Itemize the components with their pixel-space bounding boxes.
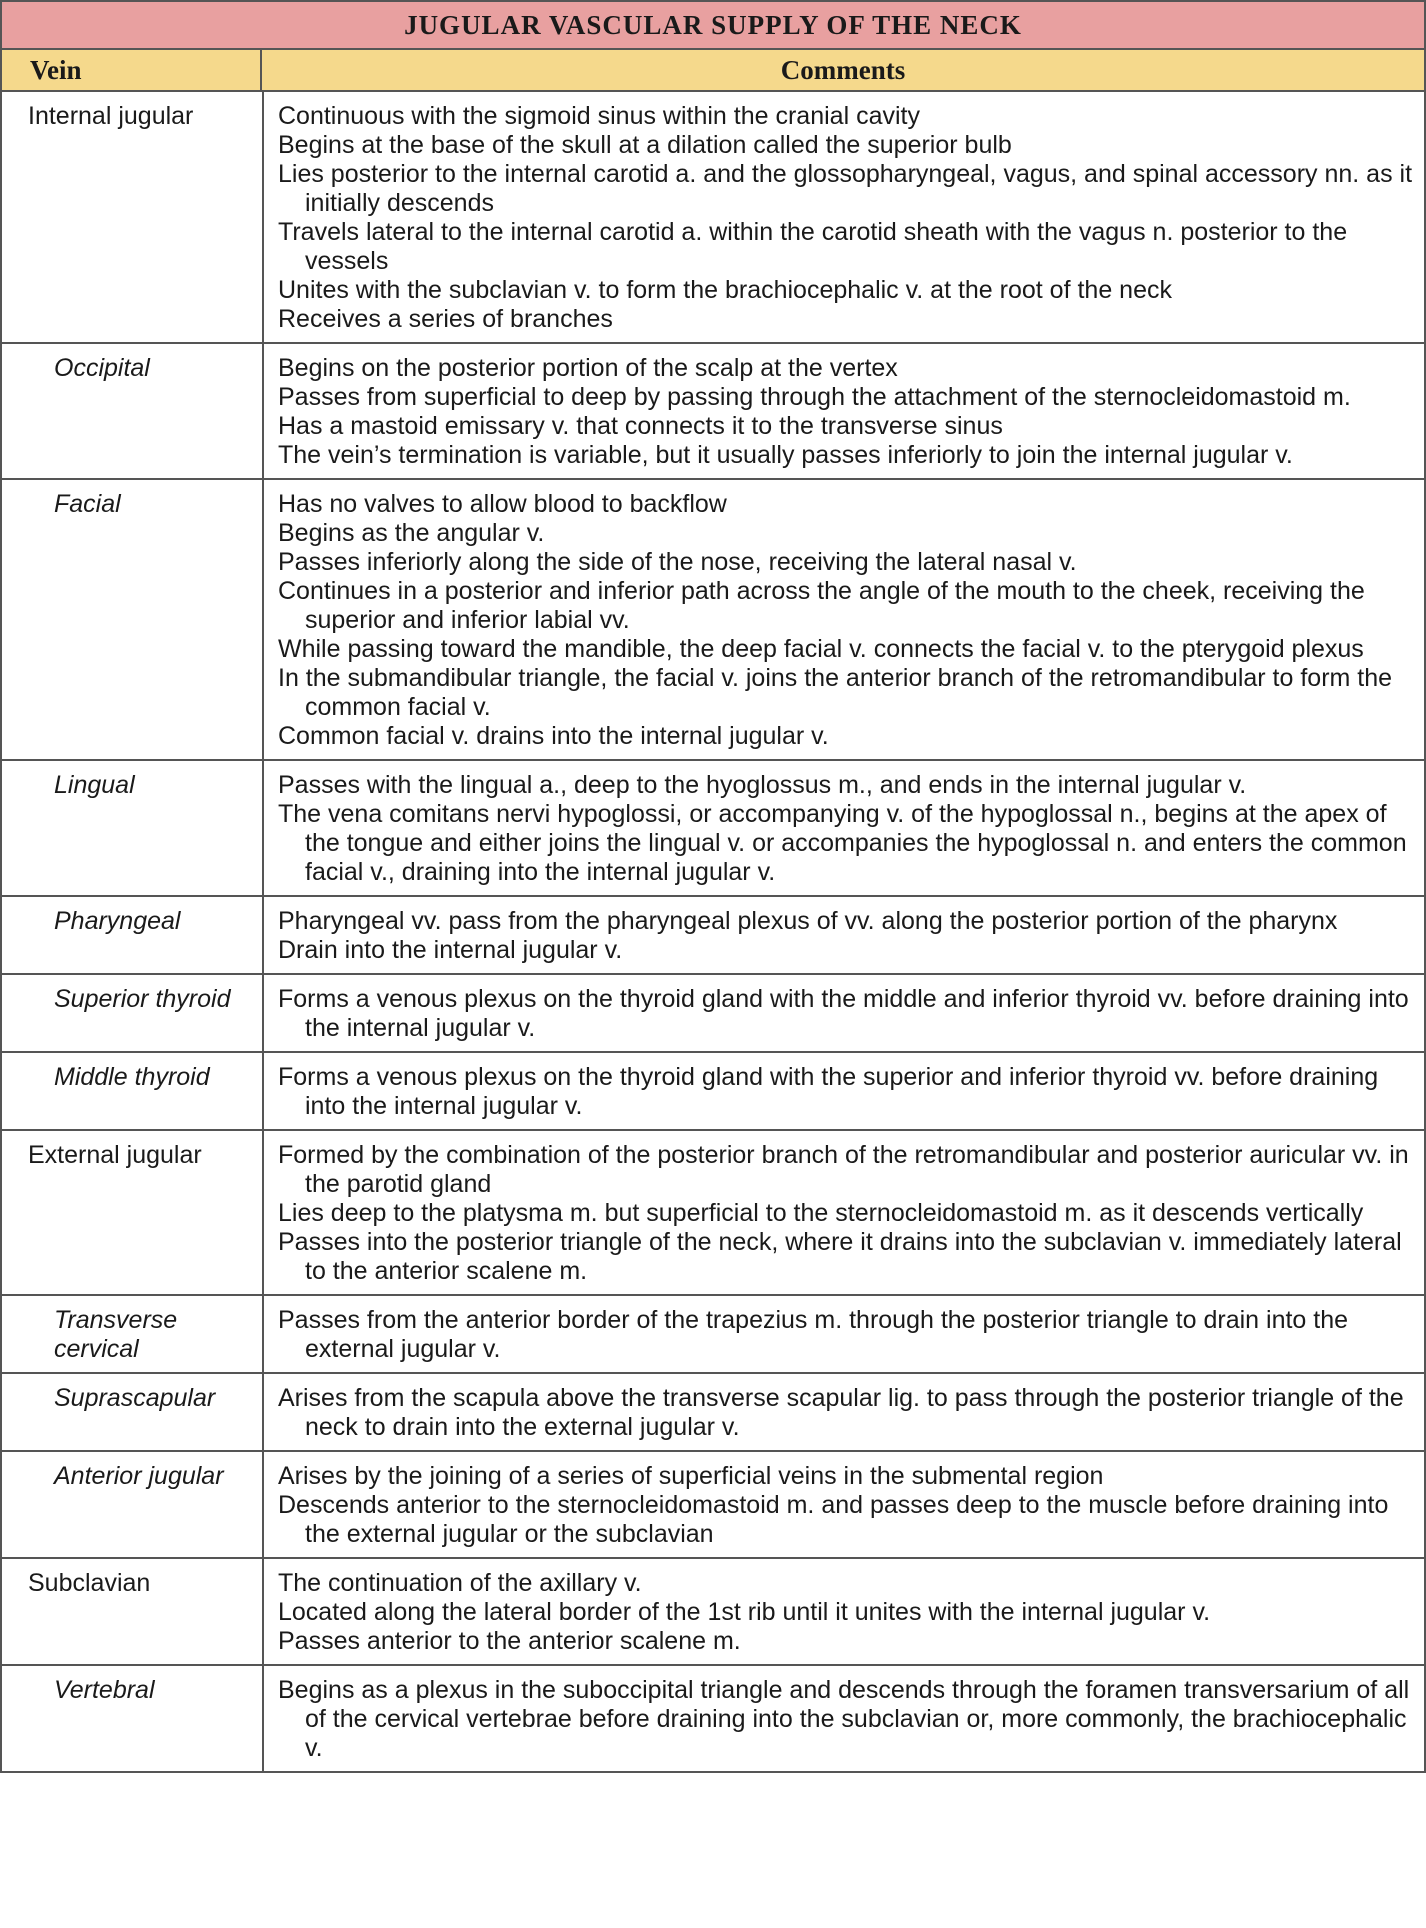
- vein-comments: [263, 1295, 1425, 1373]
- table-row: [1, 1558, 1425, 1665]
- table-header-row: [0, 50, 1426, 92]
- comment-line: Lies posterior to the internal carotid a. and the glossopharyngeal, vagus, and spinal accessory nn. as it initially descends: [278, 160, 1413, 217]
- vein-name: Anterior jugular: [1, 1451, 263, 1558]
- table-row: [1, 1451, 1425, 1558]
- comment-line: Begins on the posterior portion of the scalp at the vertex: [278, 354, 898, 382]
- comment-line: Unites with the subclavian v. to form the brachiocephalic v. at the root of the neck: [278, 276, 1172, 304]
- comment-line: Pharyngeal vv. pass from the pharyngeal plexus of vv. along the posterior portion of the pharynx: [278, 907, 1338, 935]
- comment-line: While passing toward the mandible, the deep facial v. connects the facial v. to the pterygoid plexus: [278, 635, 1364, 663]
- comment-line: Formed by the combination of the posterior branch of the retromandibular and posterior auricular vv. in the parotid gland: [278, 1141, 1409, 1198]
- table-row: [1, 1130, 1425, 1295]
- vein-name: Internal jugular: [1, 92, 263, 343]
- comment-line: Lies deep to the platysma m. but superficial to the sternocleidomastoid m. as it descends vertically: [278, 1199, 1364, 1227]
- vein-comments: [263, 1052, 1425, 1130]
- comment-line: The continuation of the axillary v.: [278, 1569, 642, 1597]
- table-row: [1, 760, 1425, 896]
- comment-line: Located along the lateral border of the 1st rib until it unites with the internal jugular v.: [278, 1598, 1211, 1626]
- vein-column-header: Vein: [2, 50, 262, 90]
- comment-line: Passes from the anterior border of the trapezius m. through the posterior triangle to drain into the external jugular v.: [278, 1306, 1349, 1363]
- comment-line: Begins as a plexus in the suboccipital triangle and descends through the foramen transversarium of all of the cervical vertebrae before draining into the subclavian or, more commonly, the brachiocephalic v.: [278, 1676, 1410, 1762]
- vein-comments: [263, 896, 1425, 974]
- vein-name: Transverse cervical: [1, 1295, 263, 1373]
- vein-name: Lingual: [1, 760, 263, 896]
- table-row: [1, 974, 1425, 1052]
- comment-line: Common facial v. drains into the internal jugular v.: [278, 722, 829, 750]
- comment-line: Travels lateral to the internal carotid a. within the carotid sheath with the vagus n. posterior to the vessels: [278, 218, 1348, 275]
- comment-line: Continues in a posterior and inferior path across the angle of the mouth to the cheek, receiving the superior and inferior labial vv.: [278, 577, 1365, 634]
- vein-name: Subclavian: [1, 1558, 263, 1665]
- table-row: [1, 1052, 1425, 1130]
- comment-line: Has no valves to allow blood to backflow: [278, 490, 727, 518]
- table-row: [1, 1373, 1425, 1451]
- vein-comments: [263, 479, 1425, 760]
- comment-line: Arises from the scapula above the transverse scapular lig. to pass through the posterior triangle of the neck to drain into the external jugular v.: [278, 1384, 1404, 1441]
- vein-comments: [263, 343, 1425, 479]
- comment-line: Drain into the internal jugular v.: [278, 936, 623, 964]
- comment-line: Begins at the base of the skull at a dilation called the superior bulb: [278, 131, 1012, 159]
- vein-name: Superior thyroid: [1, 974, 263, 1052]
- vein-table: [0, 92, 1426, 1773]
- vein-name: External jugular: [1, 1130, 263, 1295]
- comments-column-header: Comments: [780, 54, 906, 85]
- vein-comments: [263, 1451, 1425, 1558]
- vein-name: Middle thyroid: [1, 1052, 263, 1130]
- vein-comments: [263, 92, 1425, 343]
- comment-line: Forms a venous plexus on the thyroid gland with the middle and inferior thyroid vv. before draining into the internal jugular v.: [278, 985, 1409, 1042]
- comment-line: Begins as the angular v.: [278, 519, 545, 547]
- vein-comments: [263, 760, 1425, 896]
- vein-name: Suprascapular: [1, 1373, 263, 1451]
- table-title: JUGULAR VASCULAR SUPPLY OF THE NECK: [0, 0, 1426, 50]
- comment-line: Continuous with the sigmoid sinus within the cranial cavity: [278, 102, 920, 130]
- vein-comments: [263, 1665, 1425, 1772]
- vein-name: Occipital: [1, 343, 263, 479]
- vein-comments: [263, 974, 1425, 1052]
- table-row: [1, 1295, 1425, 1373]
- comment-line: Forms a venous plexus on the thyroid gland with the superior and inferior thyroid vv. before draining into the internal jugular v.: [278, 1063, 1379, 1120]
- vein-name: Pharyngeal: [1, 896, 263, 974]
- comment-line: Passes inferiorly along the side of the nose, receiving the lateral nasal v.: [278, 548, 1077, 576]
- comment-line: In the submandibular triangle, the facial v. joins the anterior branch of the retromandibular to form the common facial v.: [278, 664, 1393, 721]
- comment-line: Has a mastoid emissary v. that connects it to the transverse sinus: [278, 412, 1003, 440]
- vein-comments: [263, 1130, 1425, 1295]
- table-row: [1, 343, 1425, 479]
- comment-line: Passes anterior to the anterior scalene m.: [278, 1627, 741, 1655]
- comment-line: Arises by the joining of a series of superficial veins in the submental region: [278, 1462, 1104, 1490]
- comment-line: The vena comitans nervi hypoglossi, or accompanying v. of the hypoglossal n., begins at the apex of the tongue and either joins the lingual v. or accompanies the hypoglossal n. and enters the common facial v., draining into the internal jugular v.: [278, 800, 1407, 886]
- table-row: [1, 92, 1425, 343]
- vein-comments: [263, 1373, 1425, 1451]
- comment-line: Passes into the posterior triangle of the neck, where it drains into the subclavian v. immediately lateral to the anterior scalene m.: [278, 1228, 1402, 1285]
- table-row: [1, 479, 1425, 760]
- vein-comments: [263, 1558, 1425, 1665]
- table-row: [1, 896, 1425, 974]
- vein-name: Facial: [1, 479, 263, 760]
- comment-line: Passes from superficial to deep by passing through the attachment of the sternocleidomastoid m.: [278, 383, 1351, 411]
- table-row: [1, 1665, 1425, 1772]
- comment-line: Receives a series of branches: [278, 305, 613, 333]
- comment-line: Descends anterior to the sternocleidomastoid m. and passes deep to the muscle before draining into the external jugular or the subclavian: [278, 1491, 1389, 1548]
- comment-line: Passes with the lingual a., deep to the hyoglossus m., and ends in the internal jugular v.: [278, 771, 1247, 799]
- comment-line: The vein’s termination is variable, but it usually passes inferiorly to join the internal jugular v.: [278, 441, 1293, 469]
- vein-table-body: [1, 92, 1425, 1772]
- vein-name: Vertebral: [1, 1665, 263, 1772]
